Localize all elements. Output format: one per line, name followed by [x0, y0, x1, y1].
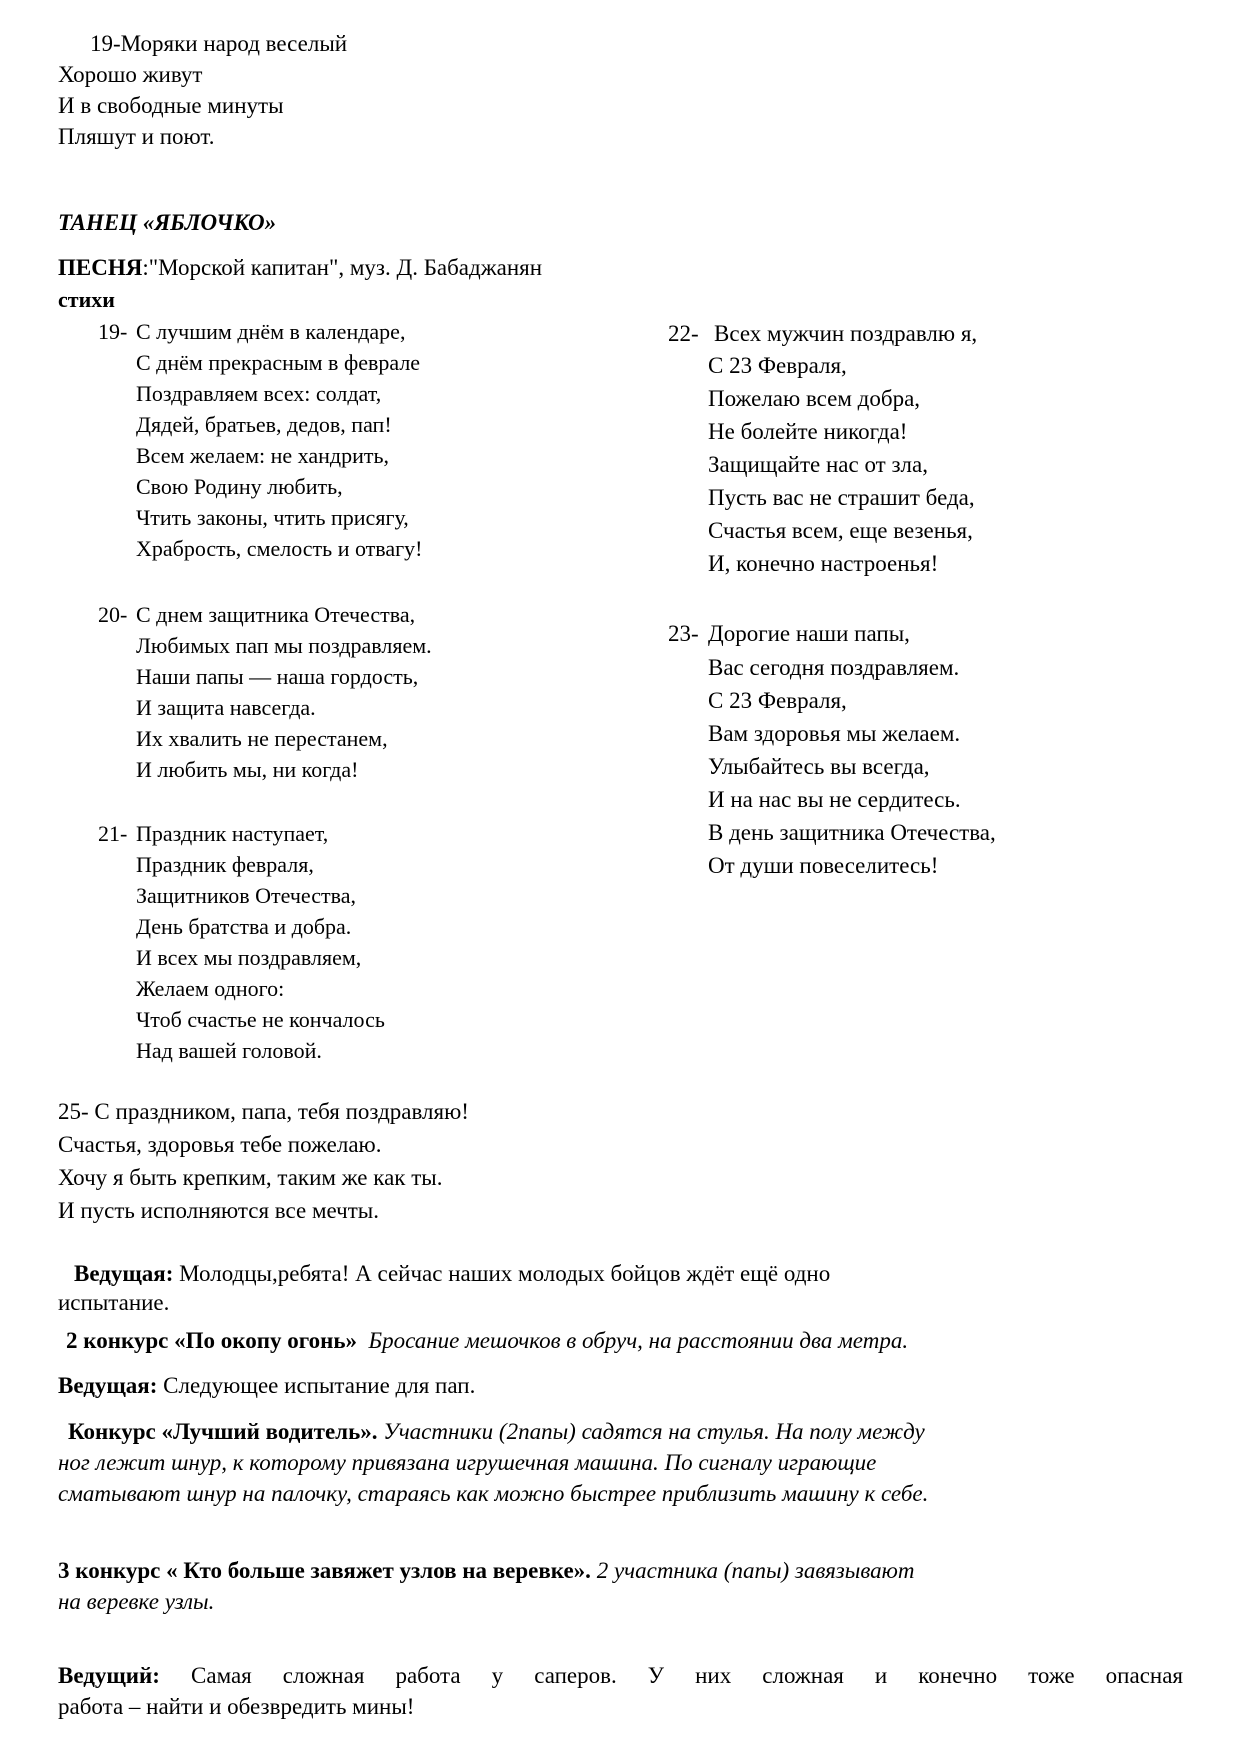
contest-description: 2 участника (папы) завязывают [590, 1558, 915, 1583]
poem-number: 23- [668, 621, 699, 646]
poem-line: Пожелаю всем добра, [708, 386, 921, 411]
poem-number: 19- [98, 319, 128, 344]
poem-line: Праздник февраля, [136, 852, 314, 877]
contest-description: Участники (2папы) садятся на стулья. На полу между [377, 1419, 925, 1444]
poem-line: И пусть исполняются все мечты. [58, 1198, 379, 1223]
poem-line: Свою Родину любить, [136, 474, 343, 499]
song-text: :"Морской капитан", муз. Д. Бабаджанян [142, 255, 543, 280]
poem-line: Желаем одного: [136, 976, 285, 1001]
poem-number: 20- [98, 602, 128, 627]
contest-description: сматывают шнур на палочку, стараясь как можно быстрее приблизить машину к себе. [58, 1481, 929, 1506]
host-speech: работа – найти и обезвредить мины! [58, 1694, 415, 1719]
speaker-label: Ведущая: [58, 1373, 158, 1398]
poem-number: 21- [98, 821, 128, 846]
poem-line: Всем желаем: не хандрить, [136, 443, 390, 468]
poem-line: Вам здоровья мы желаем. [708, 721, 961, 746]
host-line-2 [58, 1370, 475, 1401]
contest-description: ног лежит шнур, к которому привязана игрушечная машина. По сигналу играющие [58, 1450, 877, 1475]
speaker-label: Ведущий: [58, 1663, 160, 1688]
host-speech: Молодцы,ребята! А сейчас наших молодых бойцов ждёт ещё одно [173, 1261, 831, 1286]
contest-title: 3 конкурс « Кто больше завяжет узлов на веревке». [58, 1558, 591, 1583]
intro-verse [58, 28, 347, 152]
poem-line: Пусть вас не страшит беда, [708, 485, 975, 510]
poem-line: Защищайте нас от зла, [708, 452, 928, 477]
contest-title: Конкурс «Лучший водитель». [68, 1419, 378, 1444]
intro-verse-number: 19- [90, 31, 121, 56]
poem-line: Дорогие наши папы, [708, 621, 910, 646]
poem-line: Наши папы — наша гордость, [136, 664, 419, 689]
poem-line: Их хвалить не перестанем, [136, 726, 388, 751]
poem-line: Праздник наступает, [136, 821, 329, 846]
dance-heading: ТАНЕЦ «ЯБЛОЧКО» [58, 210, 277, 235]
speaker-label: Ведущая: [74, 1261, 174, 1286]
host-speech: Самая сложная работа у саперов. У них сложная и конечно тоже опасная [159, 1663, 1183, 1688]
poem-line: Храбрость, смелость и отвагу! [136, 536, 423, 561]
poems-heading: стихи [58, 287, 115, 312]
poem-line: И защита навсегда. [136, 695, 316, 720]
intro-verse-line: Пляшут и поют. [58, 124, 215, 149]
poem-line: Защитников Отечества, [136, 883, 356, 908]
poem-line: Любимых пап мы поздравляем. [136, 633, 432, 658]
host-line-1 [58, 1258, 830, 1317]
poem-line: И любить мы, ни когда! [136, 757, 359, 782]
host-speech: испытание. [58, 1290, 170, 1315]
contest-description: Бросание мешочков в обруч, на расстоянии два метра. [368, 1328, 909, 1353]
intro-verse-line: И в свободные минуты [58, 93, 284, 118]
poem-line: С днём прекрасным в феврале [136, 350, 421, 375]
poem-line: Вас сегодня поздравляем. [708, 655, 960, 680]
poem-line: В день защитника Отечества, [708, 820, 996, 845]
poem-line: Всех мужчин поздравлю я, [714, 321, 978, 346]
contest-description: на веревке узлы. [58, 1589, 215, 1614]
poem-line: Поздравляем всех: солдат, [136, 381, 382, 406]
intro-verse-line: Моряки народ веселый [120, 31, 348, 56]
poem-line: И на нас вы не сердитесь. [708, 787, 961, 812]
poem-line: С днем защитника Отечества, [136, 602, 416, 627]
poem-25 [58, 1095, 469, 1227]
song-label: ПЕСНЯ [58, 255, 143, 280]
poem-line: От души повеселитесь! [708, 853, 939, 878]
contest-2 [66, 1325, 908, 1356]
poem-line: Улыбайтесь вы всегда, [708, 754, 930, 779]
intro-verse-line: Хорошо живут [58, 62, 203, 87]
poem-line: С праздником, папа, тебя поздравляю! [94, 1099, 469, 1124]
poem-line: С 23 Февраля, [708, 688, 847, 713]
poem-line: Над вашей головой. [136, 1038, 322, 1063]
contest-title: 2 конкурс «По окопу огонь» [66, 1328, 358, 1353]
poem-number: 25- [58, 1099, 89, 1124]
host-line-3 [58, 1660, 1183, 1722]
contest-3 [58, 1555, 914, 1617]
poem-line: И, конечно настроенья! [708, 551, 939, 576]
poem-line: И всех мы поздравляем, [136, 945, 362, 970]
poem-line: Счастья всем, еще везенья, [708, 518, 973, 543]
poem-line: С лучшим днём в календаре, [136, 319, 406, 344]
poem-line: С 23 Февраля, [708, 353, 847, 378]
poem-line: День братства и добра. [136, 914, 352, 939]
poem-number: 22- [668, 321, 699, 346]
poem-line: Чтоб счастье не кончалось [136, 1007, 385, 1032]
poem-line: Не болейте никогда! [708, 419, 908, 444]
poem-line: Счастья, здоровья тебе пожелаю. [58, 1132, 382, 1157]
song-line [58, 252, 542, 283]
poem-line: Дядей, братьев, дедов, пап! [136, 412, 392, 437]
poem-line: Хочу я быть крепким, таким же как ты. [58, 1165, 443, 1190]
poem-line: Чтить законы, чтить присягу, [136, 505, 409, 530]
contest-best-driver [58, 1416, 928, 1509]
host-speech: Следующее испытание для пап. [157, 1373, 476, 1398]
